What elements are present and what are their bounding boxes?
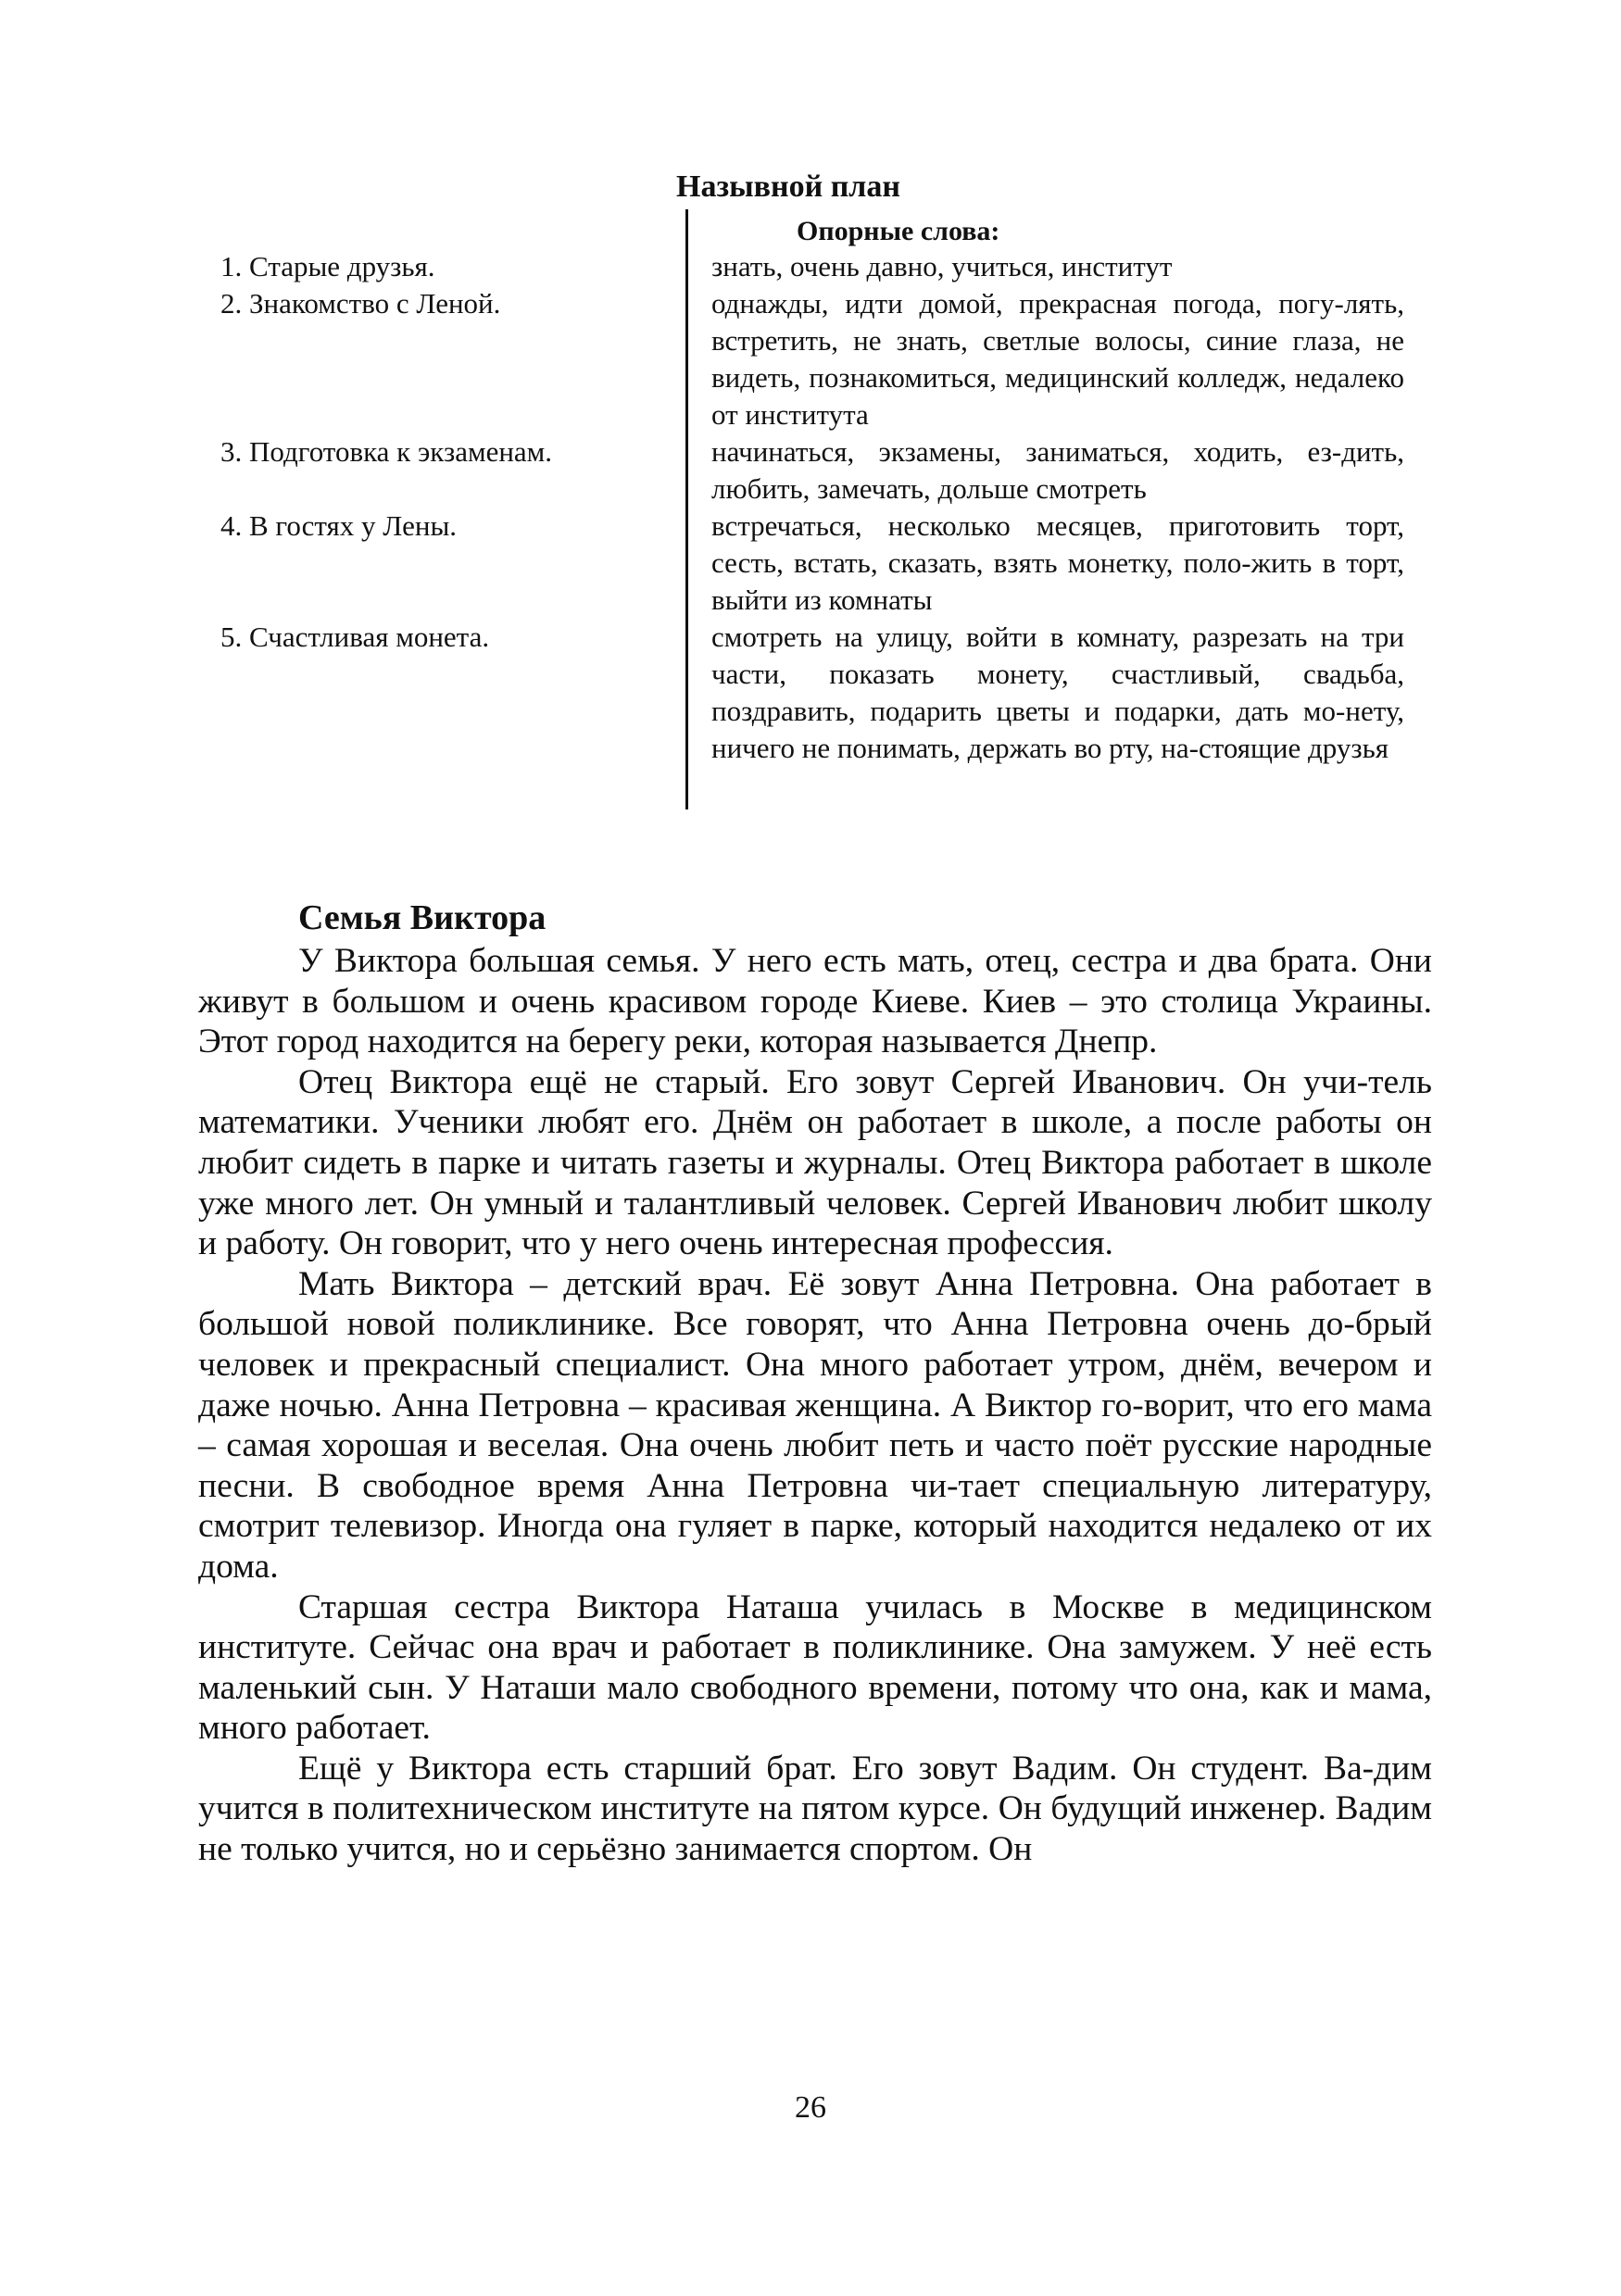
- plan-item-keywords: однажды, идти домой, прекрасная погода, погу-лять, встретить, не знать, светлые волосы, синие глаза, не видеть, познакомиться, медицинский колледж, недалеко от института: [711, 287, 1404, 431]
- plan-item-label: 5. Счастливая монета.: [220, 621, 490, 653]
- story-paragraph: Мать Виктора – детский врач. Её зовут Анна Петровна. Она работает в большой новой поликлинике. Все говорят, что Анна Петровна очень до-брый человек и прекрасный специалист. Она много работает утром, днём, вечером и даже ночью. Анна Петровна – красивая женщина. А Виктор го-ворит, что его мама – самая хорошая и веселая. Она очень любит петь и часто поёт русские народные песни. В свободное время Анна Петровна чи-тает специальную литературу, смотрит телевизор. Иногда она гуляет в парке, который находится недалеко от их дома.: [198, 1264, 1432, 1586]
- plan-item-label: 1. Старые друзья.: [220, 250, 435, 282]
- plan-subtitle: Опорные слова:: [797, 216, 1000, 246]
- plan-item-keywords: знать, очень давно, учиться, институт: [711, 250, 1173, 282]
- plan-item-label: 3. Подготовка к экзаменам.: [220, 435, 553, 468]
- plan-title: Назывной план: [676, 169, 900, 204]
- story-title: Семья Виктора: [298, 898, 547, 937]
- plan-item-keywords: встречаться, несколько месяцев, приготовить торт, сесть, встать, сказать, взять монетку, поло-жить в торт, выйти из комнаты: [711, 509, 1404, 616]
- story-body: [198, 941, 1432, 1870]
- plan-item-keywords: смотреть на улицу, войти в комнату, разрезать на три части, показать монету, счастливый, свадьба, поздравить, подарить цветы и подарки, дать мо-нету, ничего не понимать, держать во рту, на-стоящие друзья: [711, 621, 1404, 764]
- plan-item-label: 2. Знакомство с Леной.: [220, 287, 501, 320]
- plan-divider: [685, 209, 688, 809]
- story-paragraph: Старшая сестра Виктора Наташа училась в Москве в медицинском институте. Сейчас она врач и работает в поликлинике. Она замужем. У неё есть маленький сын. У Наташи мало свободного времени, потому что она, как и мама, много работает.: [198, 1587, 1432, 1748]
- story-paragraph: Ещё у Виктора есть старший брат. Его зовут Вадим. Он студент. Ва-дим учится в политехническом институте на пятом курсе. Он будущий инженер. Вадим не только учится, но и серьёзно занимается спортом. Он: [198, 1749, 1432, 1869]
- story-paragraph: Отец Виктора ещё не старый. Его зовут Сергей Иванович. Он учи-тель математики. Ученики любят его. Днём он работает в школе, а после работы он любит сидеть в парке и читать газеты и журналы. Отец Виктора работает в школе уже много лет. Он умный и талантливый человек. Сергей Иванович любит школу и работу. Он говорит, что у него очень интересная профессия.: [198, 1062, 1432, 1263]
- plan-item-keywords: начинаться, экзамены, заниматься, ходить, ез-дить, любить, замечать, дольше смотреть: [711, 435, 1404, 505]
- story-paragraph: У Виктора большая семья. У него есть мать, отец, сестра и два брата. Они живут в большом и очень красивом городе Киеве. Киев – это столица Украины. Этот город находится на берегу реки, которая называется Днепр.: [198, 942, 1432, 1061]
- page-number: 26: [795, 2090, 826, 2125]
- plan-item-label: 4. В гостях у Лены.: [220, 509, 458, 542]
